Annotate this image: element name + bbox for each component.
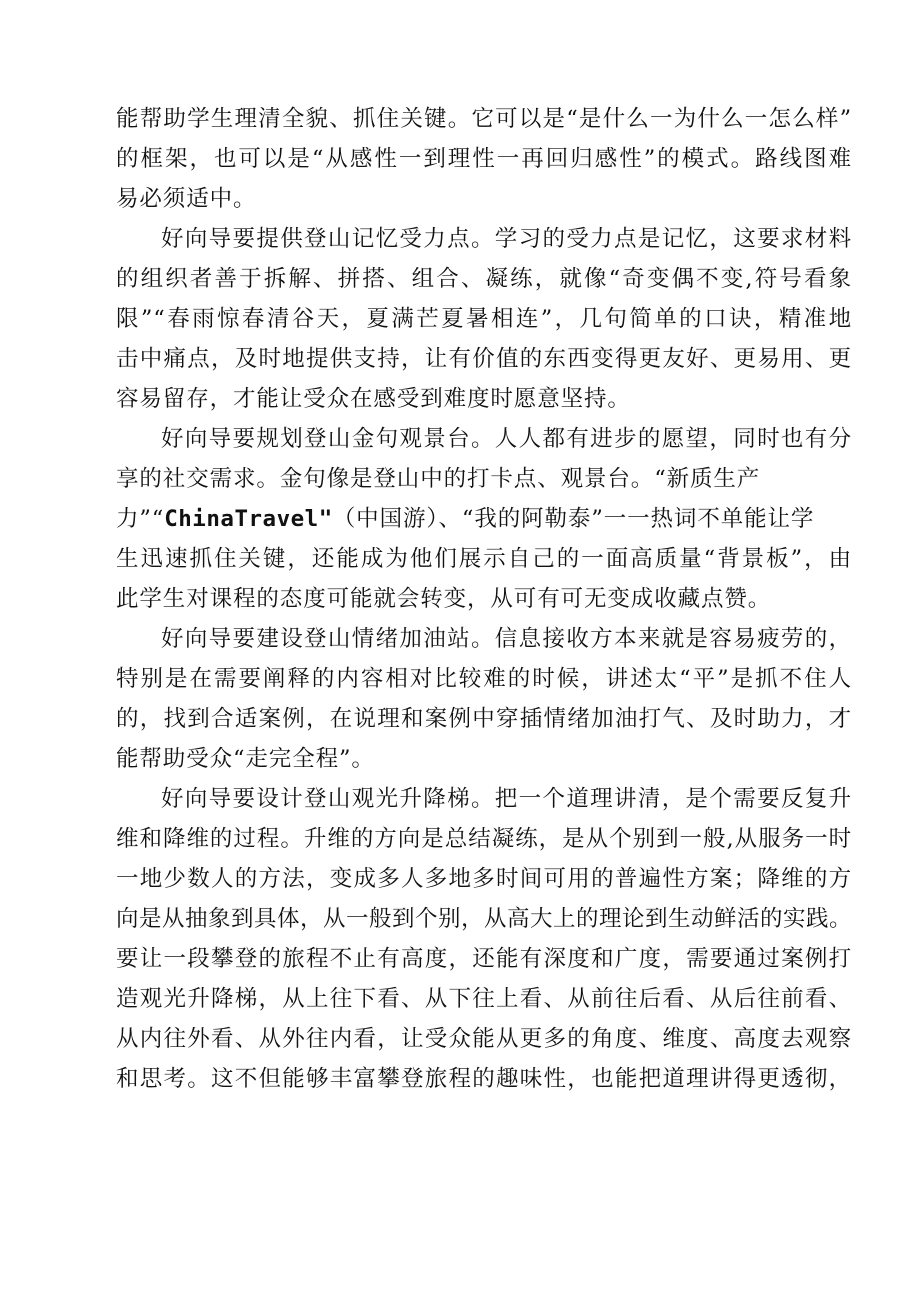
paragraph-emotion [116, 619, 852, 779]
text-line: 能帮助学生理清全貌、抓住关键。它可以是“是什么一为什么一怎么样” [116, 106, 852, 132]
text-line: 向是从抽象到具体，从一般到个别，从高大上的理论到生动鲜活的实践。 [116, 906, 853, 932]
body-text [116, 99, 852, 1099]
text-line: 造观光升降梯，从上往下看、从下往上看、从前往后看、从后往前看、 [116, 986, 852, 1012]
text-line: 特别是在需要阐释的内容相对比较难的时候，讲述太“平”是抓不住人 [116, 666, 852, 692]
text-line: 此学生对课程的态度可能就会转变，从可有可无变成收藏点赞。 [116, 586, 772, 612]
text-line: 易必须适中。 [116, 186, 257, 212]
text-line: 限”“春雨惊春清谷天，夏满芒夏暑相连”，几句简单的口诀，精准地 [116, 306, 852, 332]
text-line: 从内往外看、从外往内看，让受众能从更多的角度、维度、高度去观察 [116, 1026, 852, 1052]
text-line: 好向导要规划登山金句观景台。人人都有进步的愿望，同时也有分 [161, 426, 852, 452]
paragraph-elevator [116, 779, 852, 1099]
paragraph-quotes [116, 419, 852, 619]
latin-term: ChinaTravel" [164, 506, 333, 532]
text-line: 生迅速抓住关键，还能成为他们展示自己的一面高质量“背景板”，由 [116, 546, 852, 572]
text-line: 的组织者善于拆解、拼搭、组合、凝练，就像“奇变偶不变,符号看象 [116, 266, 852, 292]
text-line: 能帮助受众“走完全程”。 [116, 746, 375, 772]
text-segment: （中国游）、“我的阿勒泰”一一热词不单能让学 [332, 506, 815, 532]
text-segment: 力”“ [116, 506, 165, 532]
text-line: 好向导要设计登山观光升降梯。把一个道理讲清，是个需要反复升 [161, 786, 852, 812]
text-line: 的，找到合适案例，在说理和案例中穿插情绪加油打气、及时助力，才 [116, 706, 852, 732]
text-line: 的框架，也可以是“从感性一到理性一再回归感性”的模式。路线图难 [116, 146, 852, 172]
text-line: 好向导要提供登山记忆受力点。学习的受力点是记忆，这要求材料 [161, 226, 852, 252]
paragraph-roadmap [116, 99, 852, 219]
text-line: 维和降维的过程。升维的方向是总结凝练，是从个别到一般,从服务一时 [116, 826, 852, 852]
text-line: 要让一段攀登的旅程不止有高度，还能有深度和广度，需要通过案例打 [116, 946, 852, 972]
text-line: 一地少数人的方法，变成多人多地多时间可用的普遍性方案；降维的方 [116, 866, 852, 892]
paragraph-memory [116, 219, 852, 419]
text-line: 好向导要建设登山情绪加油站。信息接收方本来就是容易疲劳的， [161, 626, 852, 652]
text-line: 容易留存，才能让受众在感受到难度时愿意坚持。 [116, 386, 631, 412]
text-line: 击中痛点，及时地提供支持，让有价值的东西变得更友好、更易用、更 [116, 346, 852, 372]
text-line-mixed [116, 499, 852, 539]
text-line: 和思考。这不但能够丰富攀登旅程的趣味性，也能把道理讲得更透彻， [116, 1066, 852, 1092]
text-line: 享的社交需求。金句像是登山中的打卡点、观景台。“新质生产 [116, 466, 761, 492]
